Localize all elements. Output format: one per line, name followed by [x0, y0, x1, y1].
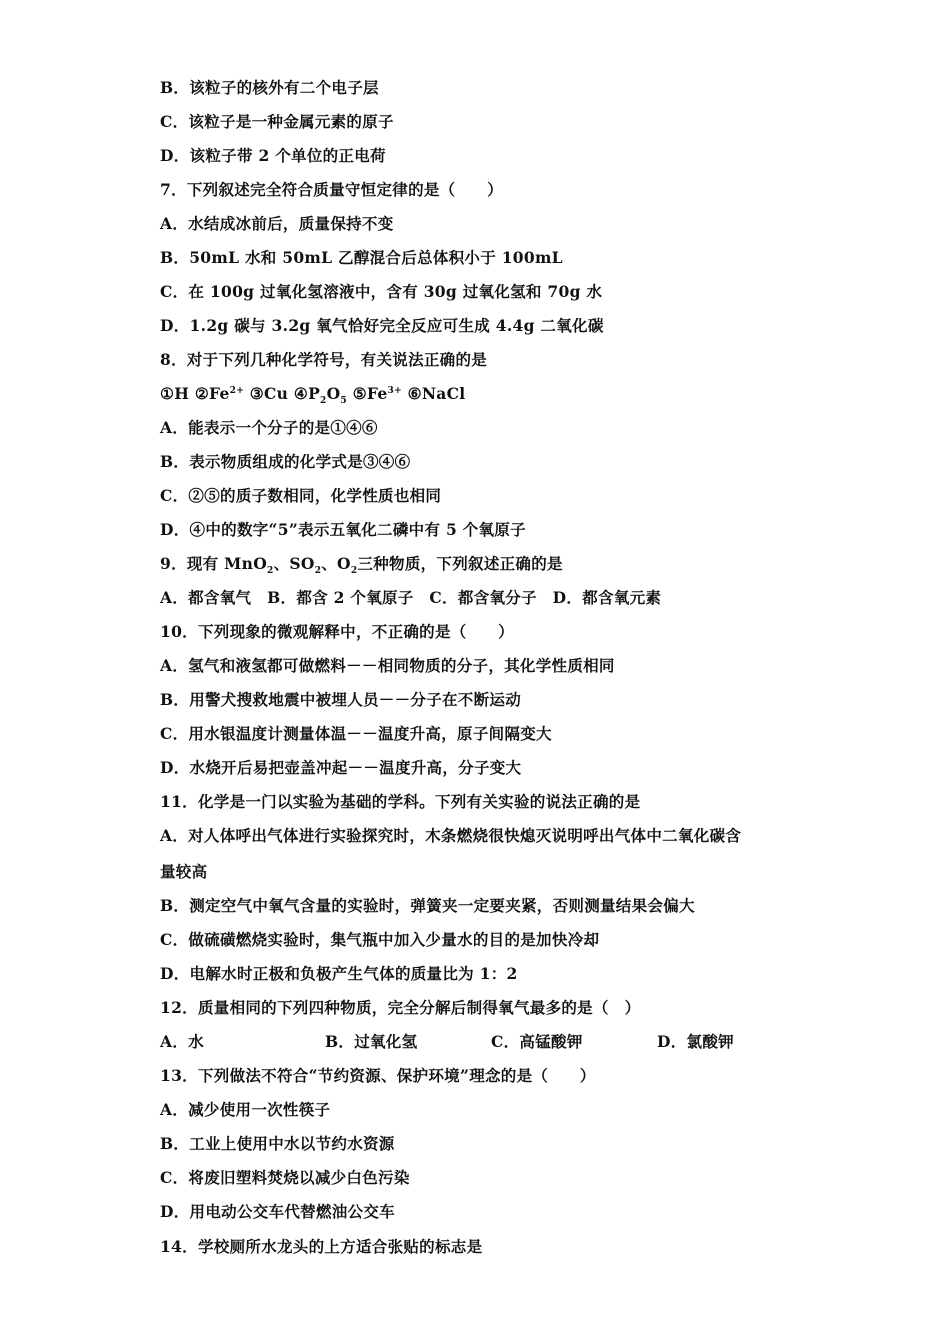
- q13-option-b: B．工业上使用中水以节约水资源: [160, 1134, 395, 1153]
- q12-option-c: C．高锰酸钾: [491, 1032, 583, 1051]
- q12-options: [160, 1032, 780, 1052]
- q12-stem: 12．质量相同的下列四种物质，完全分解后制得氧气最多的是（ ）: [160, 998, 641, 1017]
- q12-option-b: B．过氧化氢: [325, 1032, 418, 1051]
- q11-option-b: B．测定空气中氧气含量的实验时，弹簧夹一定要夹紧，否则测量结果会偏大: [160, 896, 695, 915]
- q8-symbols: [160, 384, 466, 407]
- q13-stem: 13．下列做法不符合“节约资源、保护环境”理念的是（ ）: [160, 1066, 596, 1085]
- q11-option-c: C．做硫磺燃烧实验时，集气瓶中加入少量水的目的是加快冷却: [160, 930, 600, 949]
- q10-option-b: B．用警犬搜救地震中被埋人员－－分子在不断运动: [160, 690, 522, 709]
- symbol-3: ③Cu: [249, 384, 289, 403]
- q7-stem: 7．下列叙述完全符合质量守恒定律的是（ ）: [160, 180, 503, 199]
- symbol-6: ⑥NaCl: [407, 384, 466, 403]
- q8-option-d: D．④中的数字“5”表示五氧化二磷中有 5 个氧原子: [160, 520, 526, 539]
- q6-option-d: D．该粒子带 2 个单位的正电荷: [160, 146, 386, 165]
- symbol-4: $④P_2O_5$: [293, 384, 347, 407]
- q13-option-c: C．将废旧塑料焚烧以减少白色污染: [160, 1168, 410, 1187]
- q10-option-a: A．氢气和液氢都可做燃料－－相同物质的分子，其化学性质相同: [160, 656, 615, 675]
- q10-option-c: C．用水银温度计测量体温－－温度升高，原子间隔变大: [160, 724, 552, 743]
- q8-stem: 8．对于下列几种化学符号，有关说法正确的是: [160, 350, 488, 369]
- q14-stem: 14．学校厕所水龙头的上方适合张贴的标志是: [160, 1237, 483, 1256]
- q11-option-d: D．电解水时正极和负极产生气体的质量比为 1：2: [160, 964, 518, 983]
- q7-option-c: C．在 100g 过氧化氢溶液中，含有 30g 过氧化氢和 70g 水: [160, 282, 603, 301]
- q7-option-d: D．1.2g 碳与 3.2g 氧气恰好完全反应可生成 4.4g 二氧化碳: [160, 316, 604, 335]
- symbol-1: ①H: [160, 384, 190, 403]
- q13-option-a: A．减少使用一次性筷子: [160, 1100, 331, 1119]
- q12-option-a: A．水: [160, 1032, 204, 1051]
- q7-option-a: A．水结成冰前后，质量保持不变: [160, 214, 394, 233]
- q13-option-d: D．用电动公交车代替燃油公交车: [160, 1202, 395, 1221]
- q11-option-a-cont: 量较高: [160, 862, 208, 881]
- q8-option-c: C．②⑤的质子数相同，化学性质也相同: [160, 486, 442, 505]
- q7-option-b: B．50mL 水和 50mL 乙醇混合后总体积小于 100mL: [160, 248, 563, 267]
- q8-option-b: B．表示物质组成的化学式是③④⑥: [160, 452, 411, 471]
- q12-option-d: D．氯酸钾: [657, 1032, 734, 1051]
- q10-stem: 10．下列现象的微观解释中，不正确的是（ ）: [160, 622, 514, 641]
- q11-stem: 11．化学是一门以实验为基础的学科。下列有关实验的说法正确的是: [160, 792, 641, 811]
- q9-stem: 9．现有 MnO$_2$、$SO_2$、$O_2$三种物质，下列叙述正确的是: [160, 554, 563, 577]
- symbol-5: $⑤Fe^{3+}$: [352, 384, 402, 403]
- q6-option-b: B．该粒子的核外有二个电子层: [160, 78, 379, 97]
- q10-option-d: D．水烧开后易把壶盖冲起－－温度升高，分子变大: [160, 758, 522, 777]
- q11-option-a: A．对人体呼出气体进行实验探究时，木条燃烧很快熄灭说明呼出气体中二氧化碳含: [160, 826, 742, 845]
- q8-option-a: A．能表示一个分子的是①④⑥: [160, 418, 378, 437]
- q9-options: A．都含氧气 B．都含 2 个氧原子 C．都含氧分子 D．都含氧元素: [160, 588, 662, 607]
- symbol-2: $②Fe^{2+}$: [194, 384, 245, 403]
- q6-option-c: C．该粒子是一种金属元素的原子: [160, 112, 394, 131]
